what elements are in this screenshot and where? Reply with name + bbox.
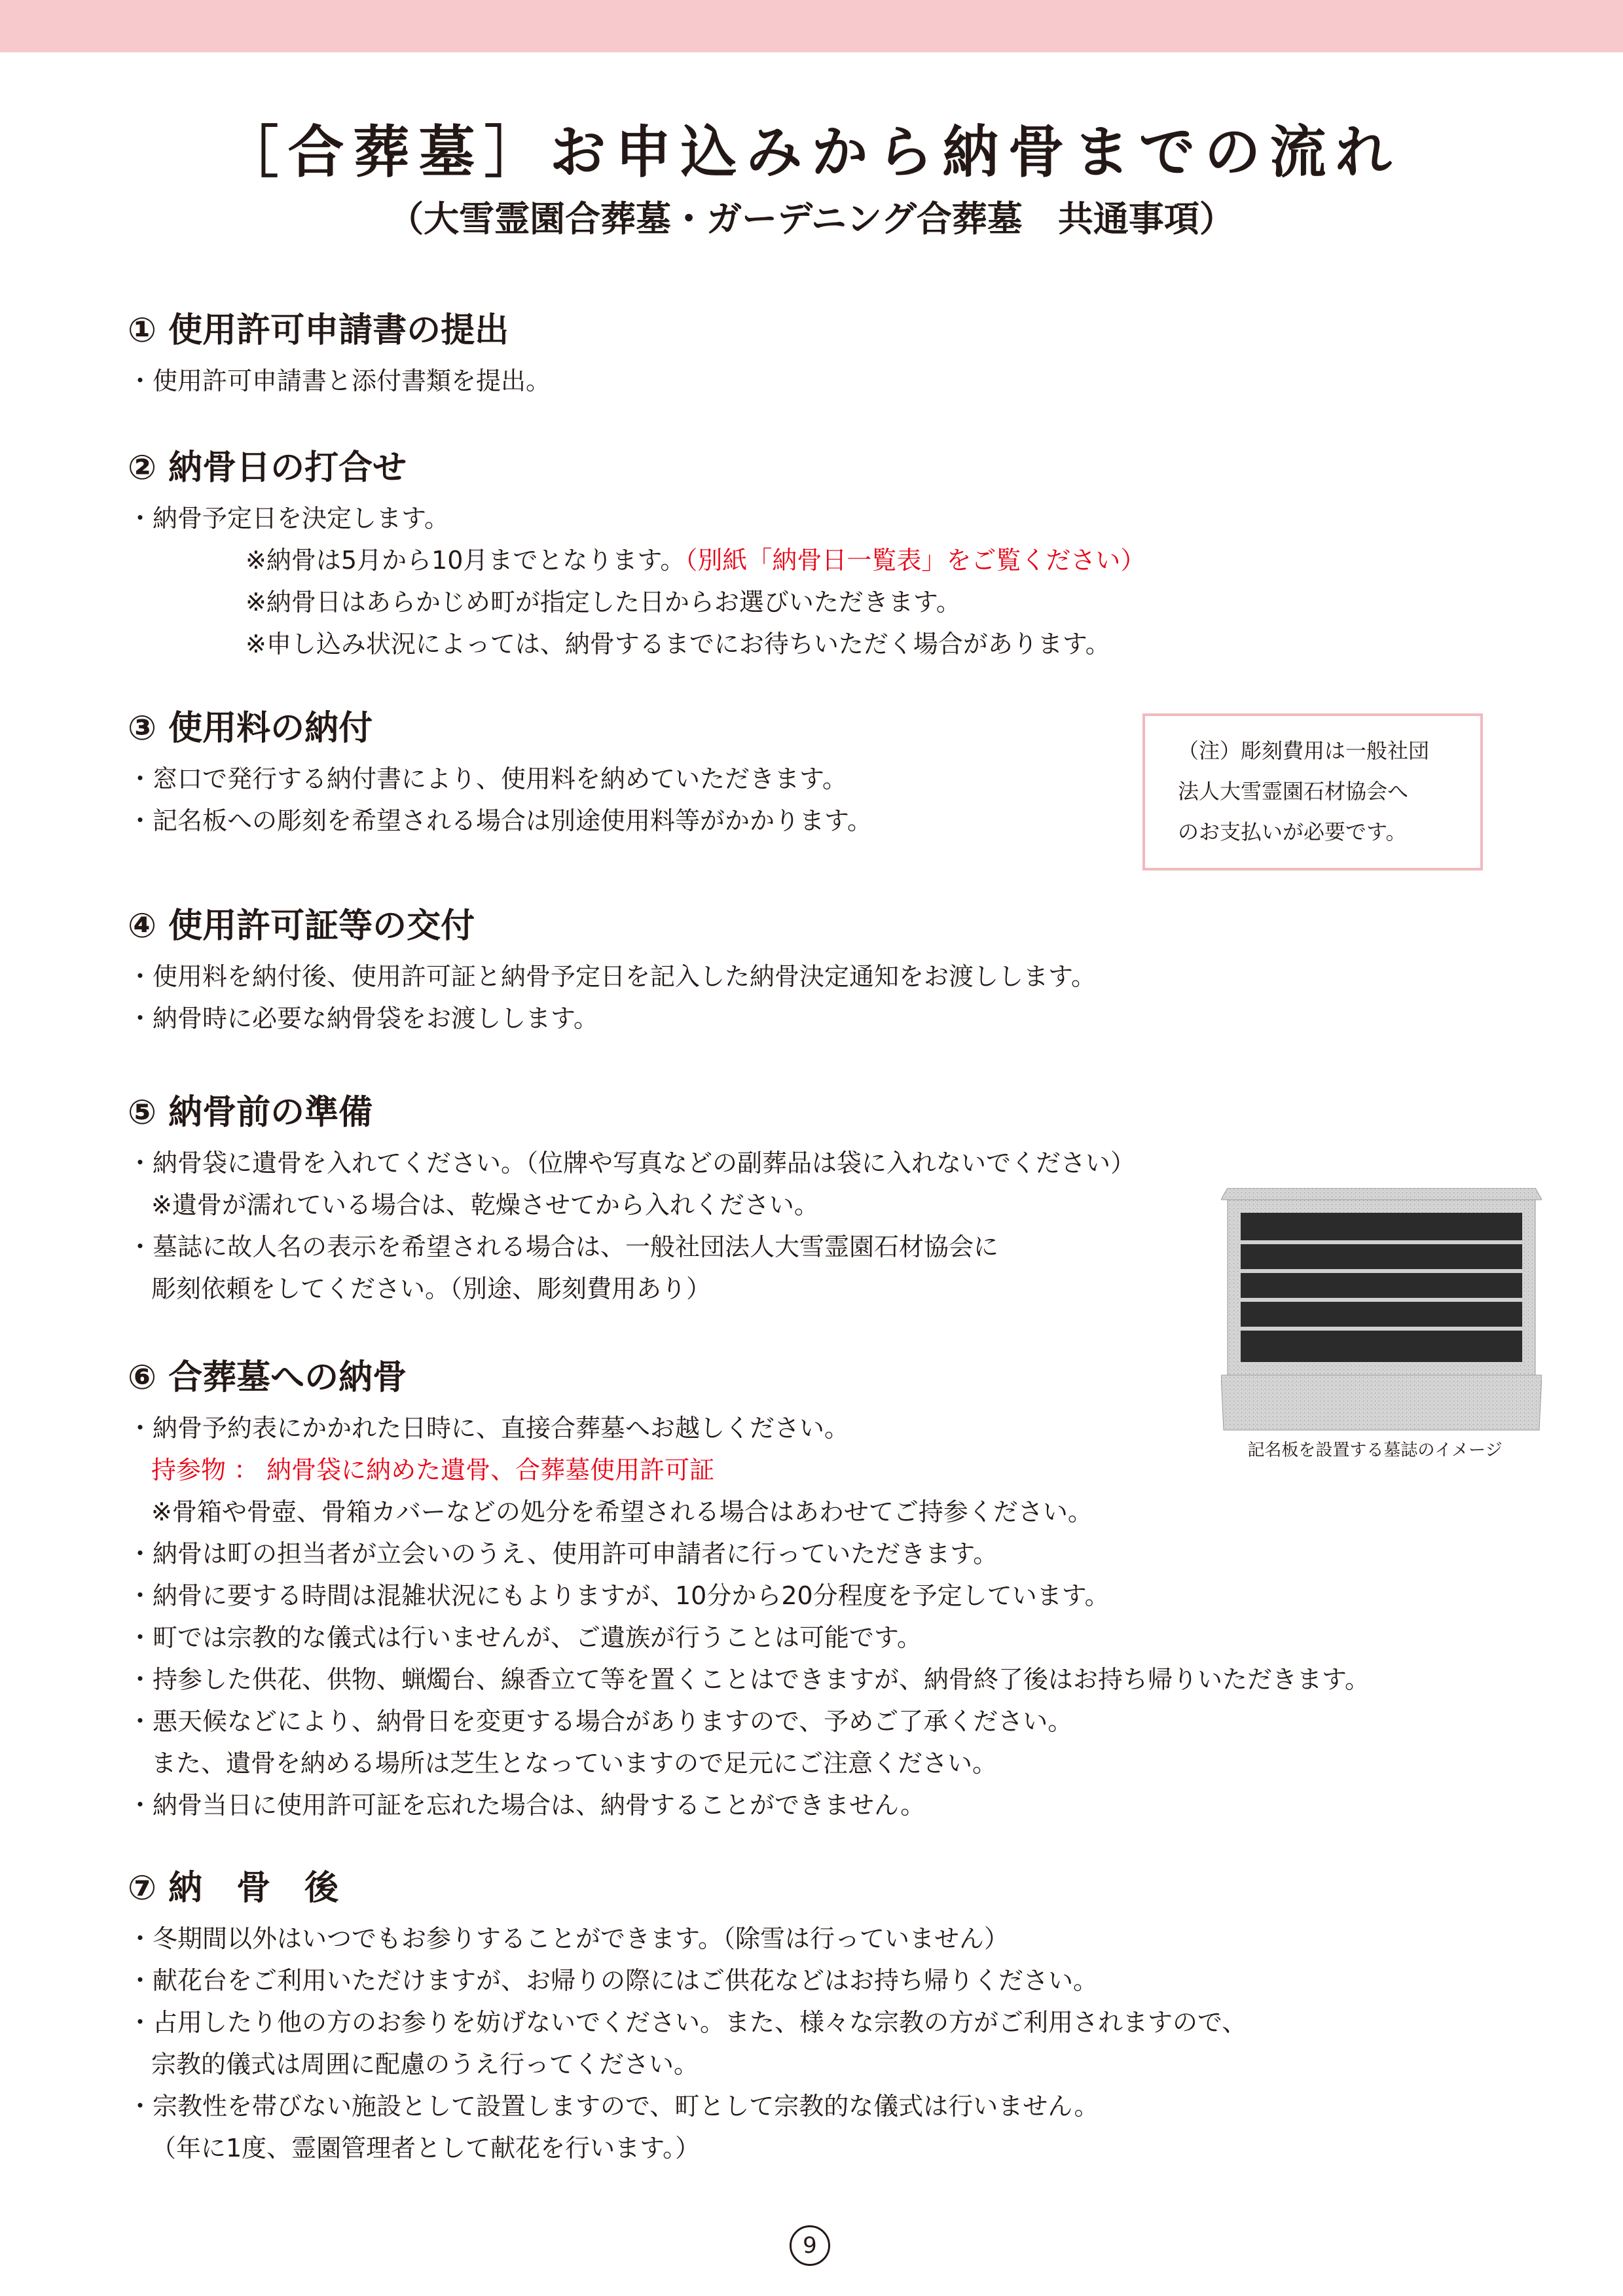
- text-line: ・町では宗教的な儀式は行いませんが、ご遺族が行うことは可能です。: [128, 1623, 922, 1652]
- text-line: ・納骨予定日を決定します。: [128, 504, 449, 533]
- text-line: ・悪天候などにより、納骨日を変更する場合がありますので、予めご了承ください。: [128, 1707, 1073, 1736]
- section-6: [128, 1355, 1568, 1826]
- text-line: ・冬期間以外はいつでもお参りすることができます。（除雪は行っていません）: [128, 1924, 1009, 1953]
- text-line: 彫刻依頼をしてください。（別途、彫刻費用あり）: [151, 1274, 712, 1303]
- text-line: また、遺骨を納める場所は芝生となっていますので足元にご注意ください。: [151, 1749, 998, 1778]
- page-number: 9: [790, 2225, 830, 2266]
- text-line: ・納骨予約表にかかれた日時に、直接合葬墓へお越しください。: [128, 1414, 850, 1443]
- section-title: ② 納骨日の打合せ: [128, 448, 407, 488]
- image-caption: 記名板を設置する墓誌のイメージ: [1247, 1441, 1503, 1460]
- section-title: ① 使用許可申請書の提出: [128, 311, 509, 350]
- text-line: ※申し込み状況によっては、納骨するまでにお待ちいただく場合があります。: [246, 630, 1110, 658]
- text-line: ・占用したり他の方のお参りを妨げないでください。また、様々な宗教の方がご利用されますので、: [128, 2008, 1247, 2037]
- text-line: ・納骨袋に遺骨を入れてください。（位牌や写真などの副葬品は袋に入れないでください）: [128, 1149, 1136, 1177]
- text-line: ※骨箱や骨壺、骨箱カバーなどの処分を希望される場合はあわせてご持参ください。: [151, 1498, 1093, 1526]
- page-subtitle: （大雪霊園合葬墓・ガーデニング合葬墓 共通事項）: [388, 198, 1235, 240]
- belongings-line: 持参物 ： 納骨袋に納めた遺骨、合葬墓使用許可証: [151, 1456, 715, 1484]
- section-2: [128, 445, 1568, 665]
- note-text: ※納骨は5月から10月までとなります。: [246, 546, 685, 575]
- text-line: ・宗教性を帯びない施設として設置しますので、町として宗教的な儀式は行いません。: [128, 2092, 1099, 2121]
- text-line: ・献花台をご利用いただけますが、お帰りの際にはご供花などはお持ち帰りください。: [128, 1966, 1099, 1995]
- section-1: [128, 308, 1568, 402]
- note-line: のお支払いが必要です。: [1178, 819, 1407, 844]
- section-title: ⑥ 合葬墓への納骨: [128, 1358, 407, 1397]
- reference-note: （別紙「納骨日一覧表」をご覧ください）: [685, 546, 1146, 575]
- text-line: ・納骨時に必要な納骨袋をお渡しします。: [128, 1004, 598, 1033]
- text-line: ・墓誌に故人名の表示を希望される場合は、一般社団法人大雪霊園石材協会に: [128, 1232, 999, 1261]
- text-line: ・納骨に要する時間は混雑状況にもよりますが、10分から20分程度を予定しています。: [128, 1581, 1110, 1610]
- text-line: ・窓口で発行する納付書により、使用料を納めていただきます。: [128, 764, 847, 793]
- note-line: （注）彫刻費用は一般社団: [1178, 738, 1430, 763]
- section-7: [128, 1865, 1568, 2169]
- section-title: ③ 使用料の納付: [128, 709, 373, 748]
- section-title: ⑤ 納骨前の準備: [128, 1093, 373, 1132]
- note-line: 法人大雪霊園石材協会へ: [1178, 779, 1409, 804]
- page-title: ［合葬墓］お申込みから納骨までの流れ: [222, 120, 1401, 185]
- text-line: 宗教的儀式は周囲に配慮のうえ行ってください。: [151, 2050, 699, 2079]
- text-line: ・持参した供花、供物、蝋燭台、線香立て等を置くことはできますが、納骨終了後はお持ち帰りいただきます。: [128, 1665, 1370, 1694]
- section-title: ⑦ 納 骨 後: [128, 1869, 339, 1908]
- section-title: ④ 使用許可証等の交付: [128, 906, 475, 946]
- text-line: ・納骨は町の担当者が立会いのうえ、使用許可申請者に行っていただきます。: [128, 1539, 998, 1568]
- text-line: [128, 539, 1568, 581]
- section-4: [128, 903, 1568, 1039]
- text-line: ・使用料を納付後、使用許可証と納骨予定日を記入した納骨決定通知をお渡しします。: [128, 962, 1096, 991]
- text-line: ・納骨当日に使用許可証を忘れた場合は、納骨することができません。: [128, 1791, 926, 1820]
- header-band: [0, 0, 1623, 52]
- text-line: ※納骨日はあらかじめ町が指定した日からお選びいただきます。: [246, 588, 961, 617]
- text-line: ・使用許可申請書と添付書類を提出。: [128, 367, 551, 395]
- text-line: ※遺骨が濡れている場合は、乾燥させてから入れください。: [151, 1191, 819, 1219]
- text-line: （年に1度、霊園管理者として献花を行います。）: [151, 2134, 701, 2162]
- note-box: [1142, 713, 1483, 870]
- text-line: ・記名板への彫刻を希望される場合は別途使用料等がかかります。: [128, 806, 872, 835]
